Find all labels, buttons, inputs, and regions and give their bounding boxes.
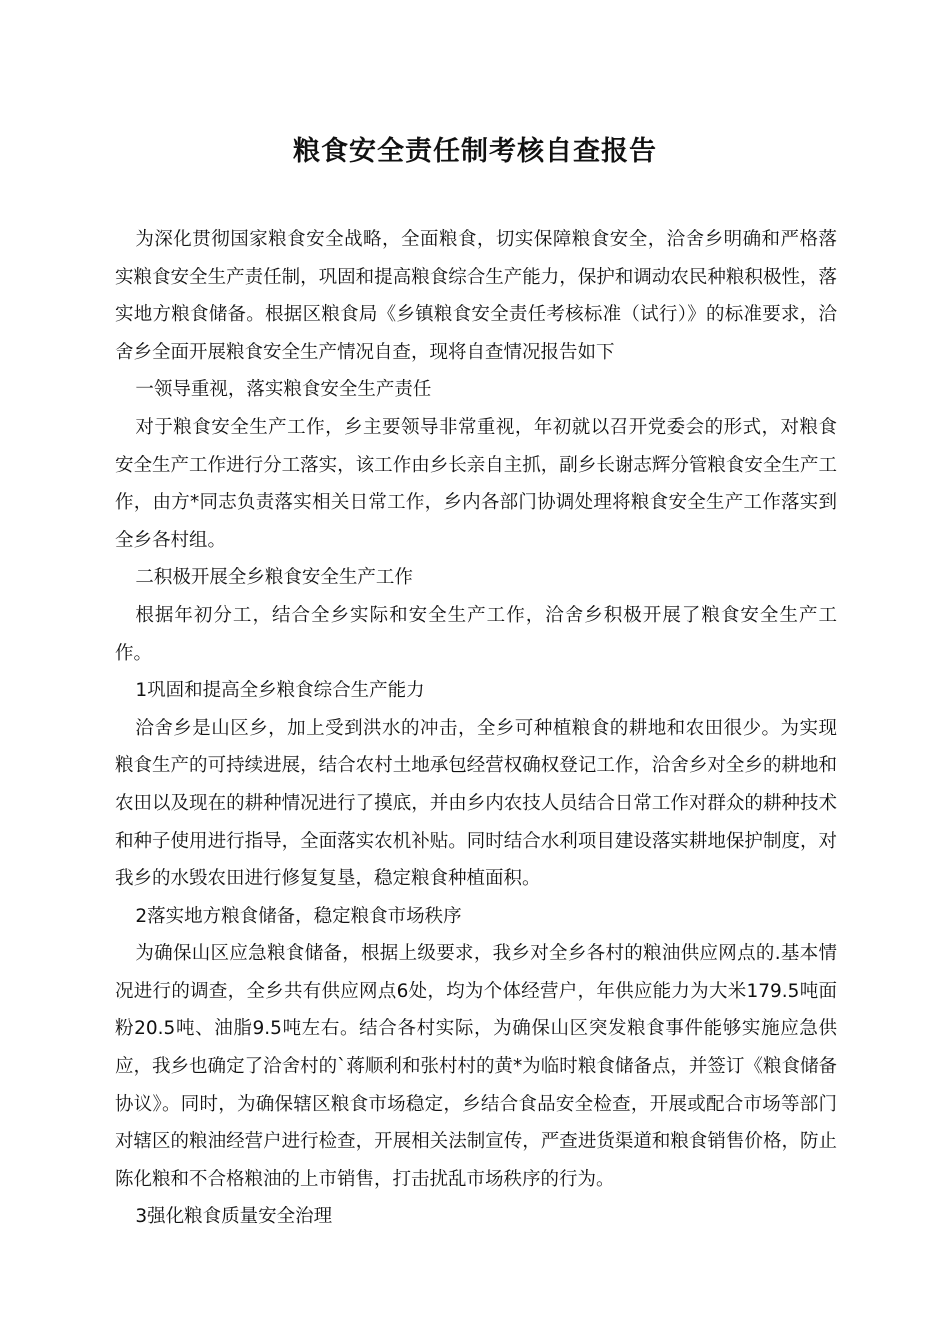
section-2-paragraph: 根据年初分工，结合全乡实际和安全生产工作，洽舍乡积极开展了粮食安全生产工作。 xyxy=(115,604,837,664)
document-title: 粮食安全责任制考核自查报告 xyxy=(293,136,657,167)
subsection-heading-2-3: 3强化粮食质量安全治理 xyxy=(135,1206,333,1228)
document-body xyxy=(115,221,837,1236)
subsection-2-1-paragraph: 洽舍乡是山区乡，加上受到洪水的冲击，全乡可种植粮食的耕地和农田很少。为实现粮食生产的可持续进展，结合农村土地承包经营权确权登记工作，洽舍乡对全乡的耕地和农田以及现在的耕种情况进行了摸底，并由乡内农技人员结合日常工作对群众的耕种技术和种子使用进行指导，全面落实农机补贴。同时结合水利项目建设落实耕地保护制度，对我乡的水毁农田进行修复复垦，稳定粮食种植面积。 xyxy=(115,717,837,890)
subsection-heading-2-1: 1巩固和提高全乡粮食综合生产能力 xyxy=(135,680,425,702)
section-heading-2: 二积极开展全乡粮食安全生产工作 xyxy=(135,567,413,589)
intro-paragraph: 为深化贯彻国家粮食安全战略，全面粮食，切实保障粮食安全，洽舍乡明确和严格落实粮食安全生产责任制，巩固和提高粮食综合生产能力，保护和调动农民种粮积极性，落实地方粮食储备。根据区粮食局《乡镇粮食安全责任考核标准（试行）》的标准要求，洽舍乡全面开展粮食安全生产情况自查，现将自查情况报告如下 xyxy=(115,229,837,363)
subsection-heading-2-2: 2落实地方粮食储备，稳定粮食市场秩序 xyxy=(135,905,462,927)
subsection-2-2-paragraph: 为确保山区应急粮食储备，根据上级要求，我乡对全乡各村的粮油供应网点的.基本情况进行的调查，全乡共有供应网点6处，均为个体经营户，年供应能力为大米179.5吨面粉20.5吨、油脂9.5吨左右。结合各村实际，为确保山区突发粮食事件能够实施应急供应，我乡也确定了洽舍村的`蒋顺利和张村村的黄*为临时粮食储备点，并签订《粮食储备协议》。同时，为确保辖区粮食市场稳定，乡结合食品安全检查，开展或配合市场等部门对辖区的粮油经营户进行检查，开展相关法制宣传，严查进货渠道和粮食销售价格，防止陈化粮和不合格粮油的上市销售，打击扰乱市场秩序的行为。 xyxy=(115,943,837,1190)
section-heading-1: 一领导重视，落实粮食安全生产责任 xyxy=(135,379,432,401)
section-1-paragraph: 对于粮食安全生产工作，乡主要领导非常重视，年初就以召开党委会的形式，对粮食安全生产工作进行分工落实，该工作由乡长亲自主抓，副乡长谢志辉分管粮食安全生产工作，由方*同志负责落实相关日常工作，乡内各部门协调处理将粮食安全生产工作落实到全乡各村组。 xyxy=(115,416,837,551)
